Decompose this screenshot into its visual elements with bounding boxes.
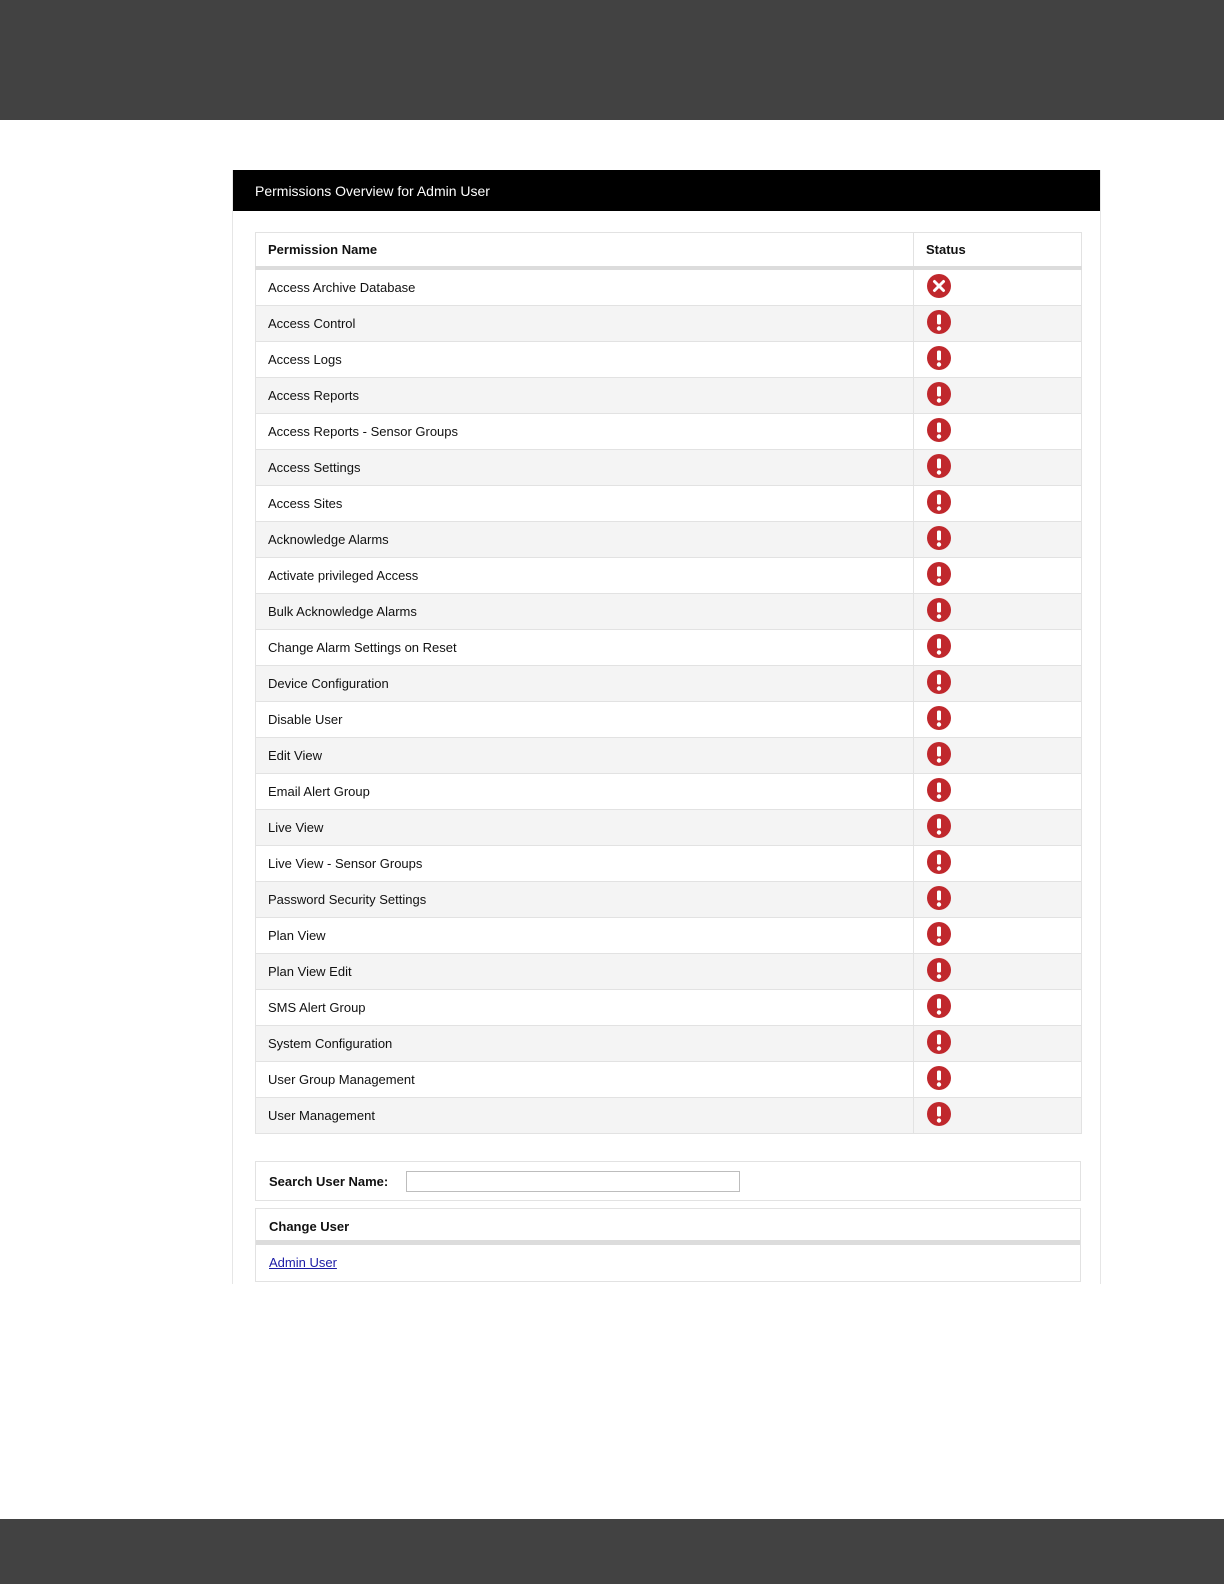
permission-status-cell <box>914 630 1082 666</box>
warning-exclamation-icon <box>926 669 952 695</box>
permission-status-cell <box>914 954 1082 990</box>
warning-exclamation-icon <box>926 561 952 587</box>
permission-status-cell <box>914 268 1082 306</box>
table-row <box>256 954 1082 990</box>
permission-status-cell <box>914 450 1082 486</box>
permission-status-cell <box>914 378 1082 414</box>
warning-exclamation-icon <box>926 525 952 551</box>
warning-exclamation-icon <box>926 993 952 1019</box>
table-row <box>256 774 1082 810</box>
table-header-row <box>256 233 1082 269</box>
permission-status-cell <box>914 1098 1082 1134</box>
warning-exclamation-icon <box>926 957 952 983</box>
permission-name-cell: Access Logs <box>256 342 914 378</box>
permission-name-cell: Access Reports - Sensor Groups <box>256 414 914 450</box>
permission-name-cell: System Configuration <box>256 1026 914 1062</box>
table-row <box>256 846 1082 882</box>
permission-status-cell <box>914 594 1082 630</box>
permission-name-cell: Activate privileged Access <box>256 558 914 594</box>
permission-name-cell: Plan View <box>256 918 914 954</box>
warning-exclamation-icon <box>926 381 952 407</box>
permission-name-cell: Access Settings <box>256 450 914 486</box>
permission-name-cell: Edit View <box>256 738 914 774</box>
table-row <box>256 268 1082 306</box>
table-row <box>256 450 1082 486</box>
search-user-label: Search User Name: <box>269 1174 389 1189</box>
warning-exclamation-icon <box>926 489 952 515</box>
permission-name-cell: Access Reports <box>256 378 914 414</box>
permission-name-cell: Email Alert Group <box>256 774 914 810</box>
column-header-status: Status <box>914 233 1082 269</box>
search-user-input[interactable] <box>406 1171 740 1192</box>
permission-name-cell: Device Configuration <box>256 666 914 702</box>
table-row <box>256 306 1082 342</box>
permission-status-cell <box>914 522 1082 558</box>
admin-user-link[interactable]: Admin User <box>269 1255 337 1270</box>
column-header-permission-name: Permission Name <box>256 233 914 269</box>
table-row <box>256 1098 1082 1134</box>
bottom-bar <box>0 1519 1224 1584</box>
table-row <box>256 522 1082 558</box>
permission-status-cell <box>914 846 1082 882</box>
table-row <box>256 414 1082 450</box>
permission-status-cell <box>914 342 1082 378</box>
table-row <box>256 738 1082 774</box>
warning-exclamation-icon <box>926 777 952 803</box>
permission-name-cell: User Management <box>256 1098 914 1134</box>
permission-status-cell <box>914 774 1082 810</box>
table-row <box>256 810 1082 846</box>
table-row <box>256 918 1082 954</box>
permission-name-cell: Access Control <box>256 306 914 342</box>
permission-name-cell: Live View - Sensor Groups <box>256 846 914 882</box>
permission-status-cell <box>914 666 1082 702</box>
warning-exclamation-icon <box>926 309 952 335</box>
warning-exclamation-icon <box>926 705 952 731</box>
warning-exclamation-icon <box>926 417 952 443</box>
permission-status-cell <box>914 738 1082 774</box>
permission-name-cell: Plan View Edit <box>256 954 914 990</box>
permission-name-cell: Access Sites <box>256 486 914 522</box>
permissions-panel <box>232 170 1101 1284</box>
permission-status-cell <box>914 702 1082 738</box>
table-row <box>256 342 1082 378</box>
warning-exclamation-icon <box>926 633 952 659</box>
permission-name-cell: Live View <box>256 810 914 846</box>
top-bar <box>0 0 1224 120</box>
search-user-box <box>255 1161 1081 1201</box>
permission-status-cell <box>914 1026 1082 1062</box>
warning-exclamation-icon <box>926 453 952 479</box>
permission-status-cell <box>914 1062 1082 1098</box>
warning-exclamation-icon <box>926 849 952 875</box>
warning-exclamation-icon <box>926 597 952 623</box>
permission-name-cell: User Group Management <box>256 1062 914 1098</box>
warning-exclamation-icon <box>926 345 952 371</box>
table-row <box>256 594 1082 630</box>
permission-name-cell: Access Archive Database <box>256 268 914 306</box>
permission-status-cell <box>914 486 1082 522</box>
warning-exclamation-icon <box>926 1101 952 1127</box>
warning-exclamation-icon <box>926 1029 952 1055</box>
change-user-header: Change User <box>256 1209 1080 1245</box>
permission-status-cell <box>914 990 1082 1026</box>
permission-name-cell: Disable User <box>256 702 914 738</box>
permission-name-cell: Bulk Acknowledge Alarms <box>256 594 914 630</box>
table-row <box>256 702 1082 738</box>
denied-x-icon <box>926 273 952 299</box>
table-row <box>256 558 1082 594</box>
table-row <box>256 630 1082 666</box>
permission-name-cell: Password Security Settings <box>256 882 914 918</box>
panel-title: Permissions Overview for Admin User <box>233 170 1100 211</box>
permission-status-cell <box>914 882 1082 918</box>
warning-exclamation-icon <box>926 741 952 767</box>
change-user-section <box>255 1208 1081 1282</box>
permission-status-cell <box>914 918 1082 954</box>
permission-status-cell <box>914 306 1082 342</box>
table-row <box>256 990 1082 1026</box>
table-row <box>256 666 1082 702</box>
warning-exclamation-icon <box>926 921 952 947</box>
permission-status-cell <box>914 558 1082 594</box>
permission-status-cell <box>914 810 1082 846</box>
warning-exclamation-icon <box>926 813 952 839</box>
table-row <box>256 882 1082 918</box>
table-row <box>256 1026 1082 1062</box>
permission-status-cell <box>914 414 1082 450</box>
permission-name-cell: Acknowledge Alarms <box>256 522 914 558</box>
warning-exclamation-icon <box>926 1065 952 1091</box>
table-row <box>256 378 1082 414</box>
warning-exclamation-icon <box>926 885 952 911</box>
permission-name-cell: Change Alarm Settings on Reset <box>256 630 914 666</box>
table-row <box>256 486 1082 522</box>
permissions-table <box>255 232 1082 1134</box>
table-row <box>256 1062 1082 1098</box>
permission-name-cell: SMS Alert Group <box>256 990 914 1026</box>
